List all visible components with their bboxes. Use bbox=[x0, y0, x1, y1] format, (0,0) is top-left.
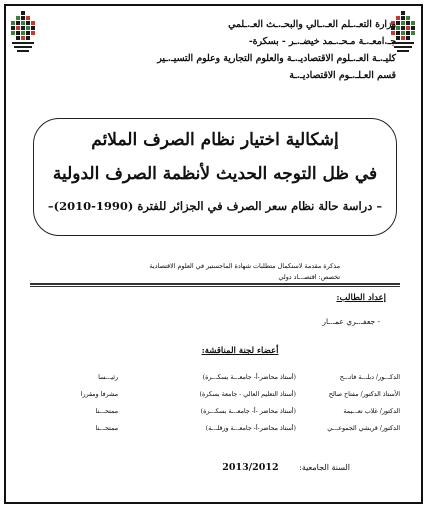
thesis-subtitle: – دراسة حالة نظام سعر الصرف في الجزائر للفترة (1990-2010)– bbox=[47, 199, 383, 213]
university-name: جـ.امعـ.ـة مـحـ.ـمد خيضـ.ـر - بسكرة- bbox=[248, 36, 396, 47]
thesis-title-line-1: إشكالية اختيار نظام الصرف الملائم bbox=[91, 130, 339, 150]
degree-statement: مذكرة مقدمة لاستكمال متطلبات شهادة الماجستير في العلوم الاقتصادية bbox=[149, 262, 340, 270]
ministry-name: وزارة التعـ.ـلم العـ.ـالي والبحـ.ـث العـ.ـلمي bbox=[228, 19, 396, 30]
academic-year bbox=[150, 462, 350, 473]
institution-header bbox=[60, 16, 396, 84]
thesis-title-box bbox=[33, 118, 397, 236]
member-rank: (أستاذ محاضر -أ- جامعـ.ـة بسكـ.ـرة) bbox=[200, 408, 296, 415]
divider-bottom bbox=[30, 286, 400, 287]
member-name: الدكـ.ـور/ دبلـ.ـة فاتـ.ـح bbox=[339, 374, 400, 381]
university-logo-icon bbox=[8, 10, 38, 54]
member-role: ممتحـ.ـنا bbox=[95, 408, 118, 415]
thesis-purpose bbox=[60, 261, 340, 283]
academic-year-value: 2013/2012 bbox=[222, 462, 279, 473]
thesis-title-line-2: في ظل التوجه الحديث لأنظمة الصرف الدولية bbox=[52, 164, 378, 184]
academic-year-label: السنة الجامعية: bbox=[299, 463, 350, 472]
member-role: رئيـ.ـسا bbox=[98, 374, 118, 381]
student-name: - جعفـ.ـري عمـ.ـار bbox=[322, 317, 380, 326]
member-role: ممتحـ.ـنا bbox=[95, 425, 118, 432]
committee-row bbox=[18, 374, 398, 391]
committee-row bbox=[18, 408, 398, 425]
member-role: مشرفا ومقررا bbox=[80, 391, 118, 398]
committee-row bbox=[18, 425, 398, 442]
member-rank: (أستاذ محاضر-أ- جامعـ.ـة ورقلـ.ـة) bbox=[205, 425, 296, 432]
member-name: الأستاذ الدكتور/ مفتاح صالح bbox=[328, 391, 400, 398]
specialization: تخصص: اقتصـ.ـاد دولي bbox=[278, 273, 340, 281]
committee-heading: أعضاء لجنة المناقشة: bbox=[201, 346, 279, 356]
divider-top bbox=[30, 283, 400, 285]
member-name: الدكتور/ غلاب نعـ.ـيمة bbox=[343, 408, 400, 415]
department-name: قسم العـلـ.ـوم الاقتصاديـ.ـة bbox=[289, 70, 396, 81]
committee-table bbox=[18, 374, 398, 442]
member-name: الدكتور/ قريشي الجموعـ.ـي bbox=[327, 425, 400, 432]
member-rank: (أستاذ التعليم العالي - جامعة بسكرة) bbox=[199, 391, 296, 398]
faculty-name: كليـ.ـة العـ.ـلوم الاقتصاديـ.ـة والعلوم التجارية وعلوم التسيـ.ـير bbox=[157, 53, 396, 64]
member-rank: (أستاذ محاضر-أ- جامعـ.ـة بسكـ.ـرة) bbox=[202, 374, 296, 381]
prepared-by-heading: إعداد الطالب: bbox=[336, 293, 386, 303]
committee-row bbox=[18, 391, 398, 408]
